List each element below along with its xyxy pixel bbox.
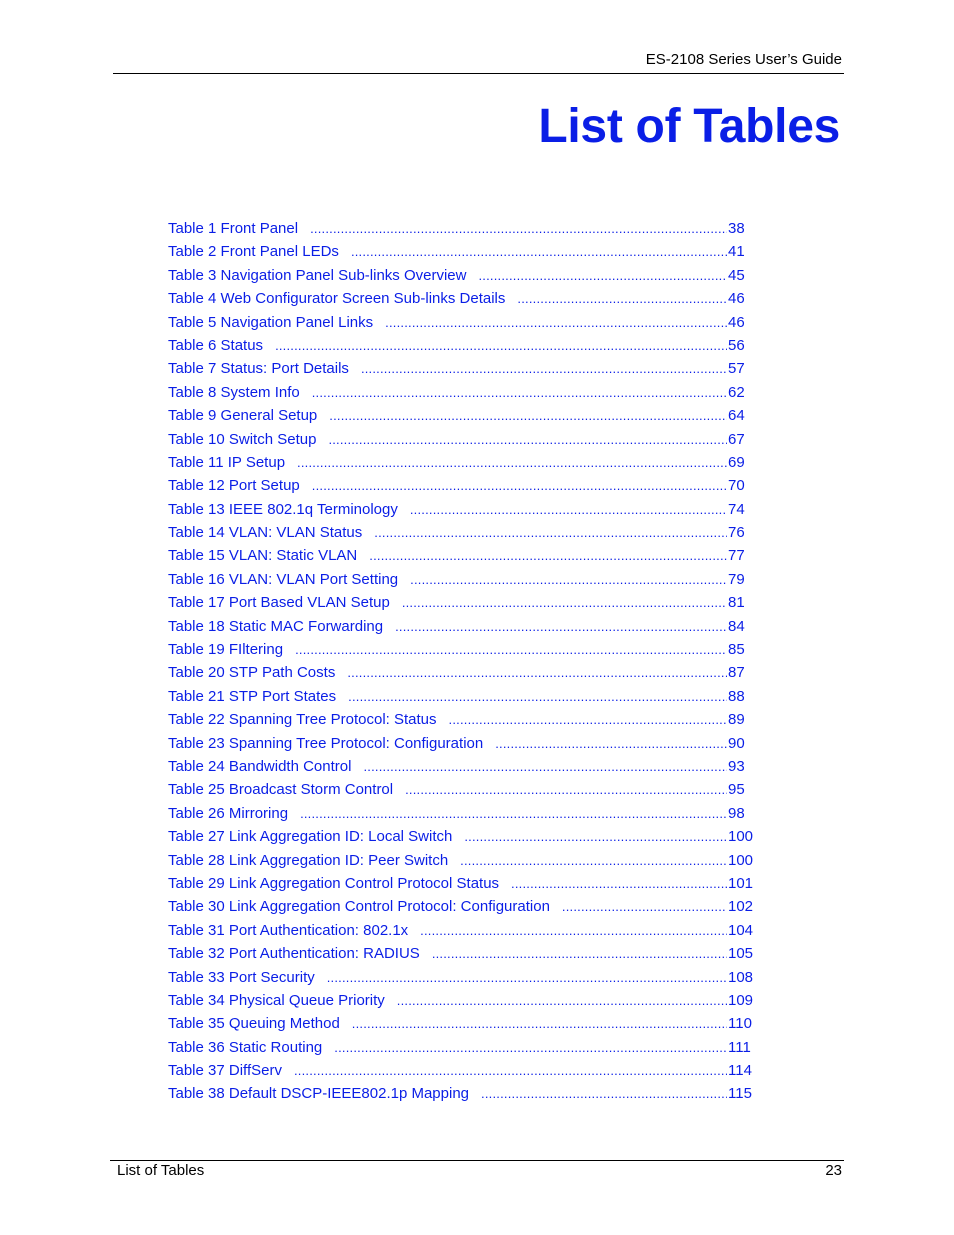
toc-entry-label: Table 15 VLAN: Static VLAN <box>168 547 358 565</box>
toc-entry-page-number: 114 <box>728 1062 752 1080</box>
dot-leader <box>374 522 727 544</box>
toc-entry-link[interactable] <box>168 1083 758 1106</box>
toc-entry-page-number: 100 <box>728 851 754 869</box>
toc-entry-link[interactable] <box>168 826 758 849</box>
toc-entry-page-number: 108 <box>728 968 754 986</box>
toc-entry-label: Table 22 Spanning Tree Protocol: Status <box>168 711 437 729</box>
dot-leader <box>420 920 727 942</box>
toc-entry-page-number: 69 <box>728 453 745 471</box>
toc-entry-link[interactable] <box>168 241 758 264</box>
dot-leader <box>352 1013 727 1035</box>
toc-entry-page-number: 84 <box>728 617 745 635</box>
toc-entry-page-number: 41 <box>728 243 745 261</box>
toc-entry-label: Table 29 Link Aggregation Control Protocol Status <box>168 874 500 892</box>
toc-entry-page-number: 93 <box>728 757 745 775</box>
toc-entry-label: Table 2 Front Panel LEDs <box>168 243 339 261</box>
toc-entry-page-number: 104 <box>728 921 754 939</box>
toc-entry-label: Table 36 Static Routing <box>168 1038 323 1056</box>
toc-entry-label: Table 23 Spanning Tree Protocol: Configuration <box>168 734 484 752</box>
toc-entry-label: Table 14 VLAN: VLAN Status <box>168 524 363 542</box>
toc-entry-label: Table 19 FIltering <box>168 641 284 659</box>
dot-leader <box>297 452 727 474</box>
toc-entry-link[interactable] <box>168 639 758 662</box>
toc-entry-link[interactable] <box>168 662 758 685</box>
toc-entry-label: Table 27 Link Aggregation ID: Local Switch <box>168 828 453 846</box>
toc-entry-label: Table 26 Mirroring <box>168 804 289 822</box>
toc-entry-label: Table 30 Link Aggregation Control Protocol: Configuration <box>168 898 550 916</box>
toc-entry-label: Table 16 VLAN: VLAN Port Setting <box>168 570 399 588</box>
toc-entry-page-number: 90 <box>728 734 745 752</box>
toc-entry-page-number: 81 <box>728 594 745 612</box>
toc-entry-page-number: 77 <box>728 547 745 565</box>
dot-leader <box>481 1083 727 1105</box>
dot-leader <box>402 592 727 614</box>
toc-entry-page-number: 56 <box>728 336 745 354</box>
toc-entry-label: Table 20 STP Path Costs <box>168 664 336 682</box>
dot-leader <box>312 382 727 404</box>
toc-entry-page-number: 38 <box>728 220 745 237</box>
toc-entry-label: Table 31 Port Authentication: 802.1x <box>168 921 409 939</box>
toc-entry-link[interactable] <box>168 288 758 311</box>
header-divider <box>113 73 844 74</box>
toc-entry-label: Table 6 Status <box>168 336 264 354</box>
toc-entry-label: Table 1 Front Panel <box>168 220 299 237</box>
toc-entry-label: Table 13 IEEE 802.1q Terminology <box>168 500 398 518</box>
dot-leader <box>361 358 727 380</box>
toc-entry-page-number: 105 <box>728 945 754 963</box>
toc-entry-label: Table 9 General Setup <box>168 407 318 425</box>
dot-leader <box>460 850 727 872</box>
toc-entry-page-number: 95 <box>728 781 745 799</box>
dot-leader <box>405 779 727 801</box>
toc-entry-page-number: 111 <box>728 1038 751 1056</box>
toc-entry-page-number: 101 <box>728 874 754 892</box>
toc-entry-link[interactable] <box>168 756 758 779</box>
toc-entry-page-number: 62 <box>728 383 745 401</box>
toc-entry-page-number: 46 <box>728 313 745 331</box>
toc-entry-page-number: 57 <box>728 360 745 378</box>
toc-entry-label: Table 25 Broadcast Storm Control <box>168 781 394 799</box>
toc-entry-link[interactable] <box>168 686 758 709</box>
dot-leader <box>395 616 727 638</box>
toc-entry-page-number: 115 <box>728 1085 752 1103</box>
dot-leader <box>351 241 727 263</box>
toc-entry-label: Table 32 Port Authentication: RADIUS <box>168 945 420 963</box>
toc-entry-link[interactable] <box>168 452 758 475</box>
dot-leader <box>562 896 727 918</box>
dot-leader <box>363 756 727 778</box>
toc-entry-link[interactable] <box>168 265 758 288</box>
toc-entry-page-number: 45 <box>728 266 745 284</box>
footer-divider <box>110 1160 844 1161</box>
toc-entry-link[interactable] <box>168 803 758 826</box>
toc-entry-link[interactable] <box>168 1013 758 1036</box>
toc-entry-label: Table 18 Static MAC Forwarding <box>168 617 384 635</box>
toc-entry-link[interactable] <box>168 499 758 522</box>
toc-entry-label: Table 24 Bandwidth Control <box>168 757 352 775</box>
dot-leader <box>511 873 727 895</box>
dot-leader <box>410 499 727 521</box>
dot-leader <box>312 475 727 497</box>
toc-entry-page-number: 79 <box>728 570 745 588</box>
toc-entry-link[interactable] <box>168 382 758 405</box>
toc-entry-link[interactable] <box>168 592 758 615</box>
dot-leader <box>294 1060 727 1082</box>
toc-entry-label: Table 3 Navigation Panel Sub-links Overview <box>168 266 467 284</box>
toc-entry-label: Table 35 Queuing Method <box>168 1015 340 1033</box>
dot-leader <box>369 545 727 567</box>
toc-entry-link[interactable] <box>168 850 758 873</box>
toc-entry-label: Table 17 Port Based VLAN Setup <box>168 594 390 612</box>
dot-leader <box>432 943 727 965</box>
dot-leader <box>449 709 727 731</box>
toc-entry-label: Table 21 STP Port States <box>168 687 337 705</box>
toc-entry-page-number: 102 <box>728 898 754 916</box>
toc-entry-page-number: 89 <box>728 711 745 729</box>
toc-entry-link[interactable] <box>168 358 758 381</box>
toc-entry-page-number: 110 <box>728 1015 752 1033</box>
toc-entry-link[interactable] <box>168 569 758 592</box>
toc-entry-link[interactable] <box>168 1060 758 1083</box>
toc-entry-link[interactable] <box>168 733 758 756</box>
toc-entry-link[interactable] <box>168 873 758 896</box>
dot-leader <box>517 288 727 310</box>
toc-entry-label: Table 11 IP Setup <box>168 453 286 471</box>
toc-entry-page-number: 100 <box>728 828 754 846</box>
toc-entry-link[interactable] <box>168 475 758 498</box>
toc-entry-page-number: 98 <box>728 804 745 822</box>
toc-entry-page-number: 109 <box>728 991 754 1009</box>
dot-leader <box>300 803 727 825</box>
toc-entry-label: Table 33 Port Security <box>168 968 315 986</box>
dot-leader <box>334 1037 727 1059</box>
toc-entry-link[interactable] <box>168 218 758 241</box>
page-title: List of Tables <box>538 100 840 153</box>
toc-entry-label: Table 7 Status: Port Details <box>168 360 349 378</box>
dot-leader <box>495 733 727 755</box>
toc-entry-page-number: 88 <box>728 687 745 705</box>
toc-entry-link[interactable] <box>168 990 758 1013</box>
footer-page-number: 23 <box>825 1162 842 1179</box>
dot-leader <box>478 265 727 287</box>
dot-leader <box>464 826 727 848</box>
toc-entry-link[interactable] <box>168 896 758 919</box>
dot-leader <box>348 686 727 708</box>
toc-entry-page-number: 46 <box>728 290 745 308</box>
toc-entry-link[interactable] <box>168 943 758 966</box>
toc-entry-label: Table 5 Navigation Panel Links <box>168 313 374 331</box>
toc-entry-link[interactable] <box>168 709 758 732</box>
table-of-contents-list <box>168 218 758 1107</box>
toc-entry-label: Table 8 System Info <box>168 383 300 401</box>
dot-leader <box>328 429 727 451</box>
dot-leader <box>329 405 727 427</box>
toc-entry-label: Table 38 Default DSCP-IEEE802.1p Mapping <box>168 1085 470 1103</box>
toc-entry-link[interactable] <box>168 312 758 335</box>
footer-section-title: List of Tables <box>117 1162 205 1179</box>
toc-entry-page-number: 74 <box>728 500 745 518</box>
dot-leader <box>327 967 727 989</box>
toc-entry-label: Table 37 DiffServ <box>168 1062 282 1080</box>
toc-entry-label: Table 4 Web Configurator Screen Sub-links Details <box>168 290 506 308</box>
dot-leader <box>410 569 727 591</box>
dot-leader <box>397 990 727 1012</box>
dot-leader <box>385 312 727 334</box>
dot-leader <box>310 218 727 240</box>
dot-leader <box>295 639 727 661</box>
toc-entry-link[interactable] <box>168 779 758 802</box>
toc-entry-page-number: 64 <box>728 407 745 425</box>
toc-entry-label: Table 12 Port Setup <box>168 477 300 495</box>
running-header-title: ES-2108 Series User’s Guide <box>645 51 842 68</box>
toc-entry-page-number: 67 <box>728 430 745 448</box>
toc-entry-page-number: 70 <box>728 477 745 495</box>
toc-entry-page-number: 76 <box>728 524 745 542</box>
toc-entry-page-number: 85 <box>728 641 745 659</box>
toc-entry-link[interactable] <box>168 920 758 943</box>
toc-entry-link[interactable] <box>168 545 758 568</box>
toc-entry-link[interactable] <box>168 1037 758 1060</box>
toc-entry-label: Table 34 Physical Queue Priority <box>168 991 385 1009</box>
toc-entry-link[interactable] <box>168 522 758 545</box>
dot-leader <box>347 662 727 684</box>
toc-entry-label: Table 28 Link Aggregation ID: Peer Switch <box>168 851 449 869</box>
toc-entry-link[interactable] <box>168 429 758 452</box>
toc-entry-link[interactable] <box>168 967 758 990</box>
dot-leader <box>275 335 727 357</box>
toc-entry-label: Table 10 Switch Setup <box>168 430 317 448</box>
toc-entry-page-number: 87 <box>728 664 745 682</box>
toc-entry-link[interactable] <box>168 616 758 639</box>
toc-entry-link[interactable] <box>168 335 758 358</box>
toc-entry-link[interactable] <box>168 405 758 428</box>
